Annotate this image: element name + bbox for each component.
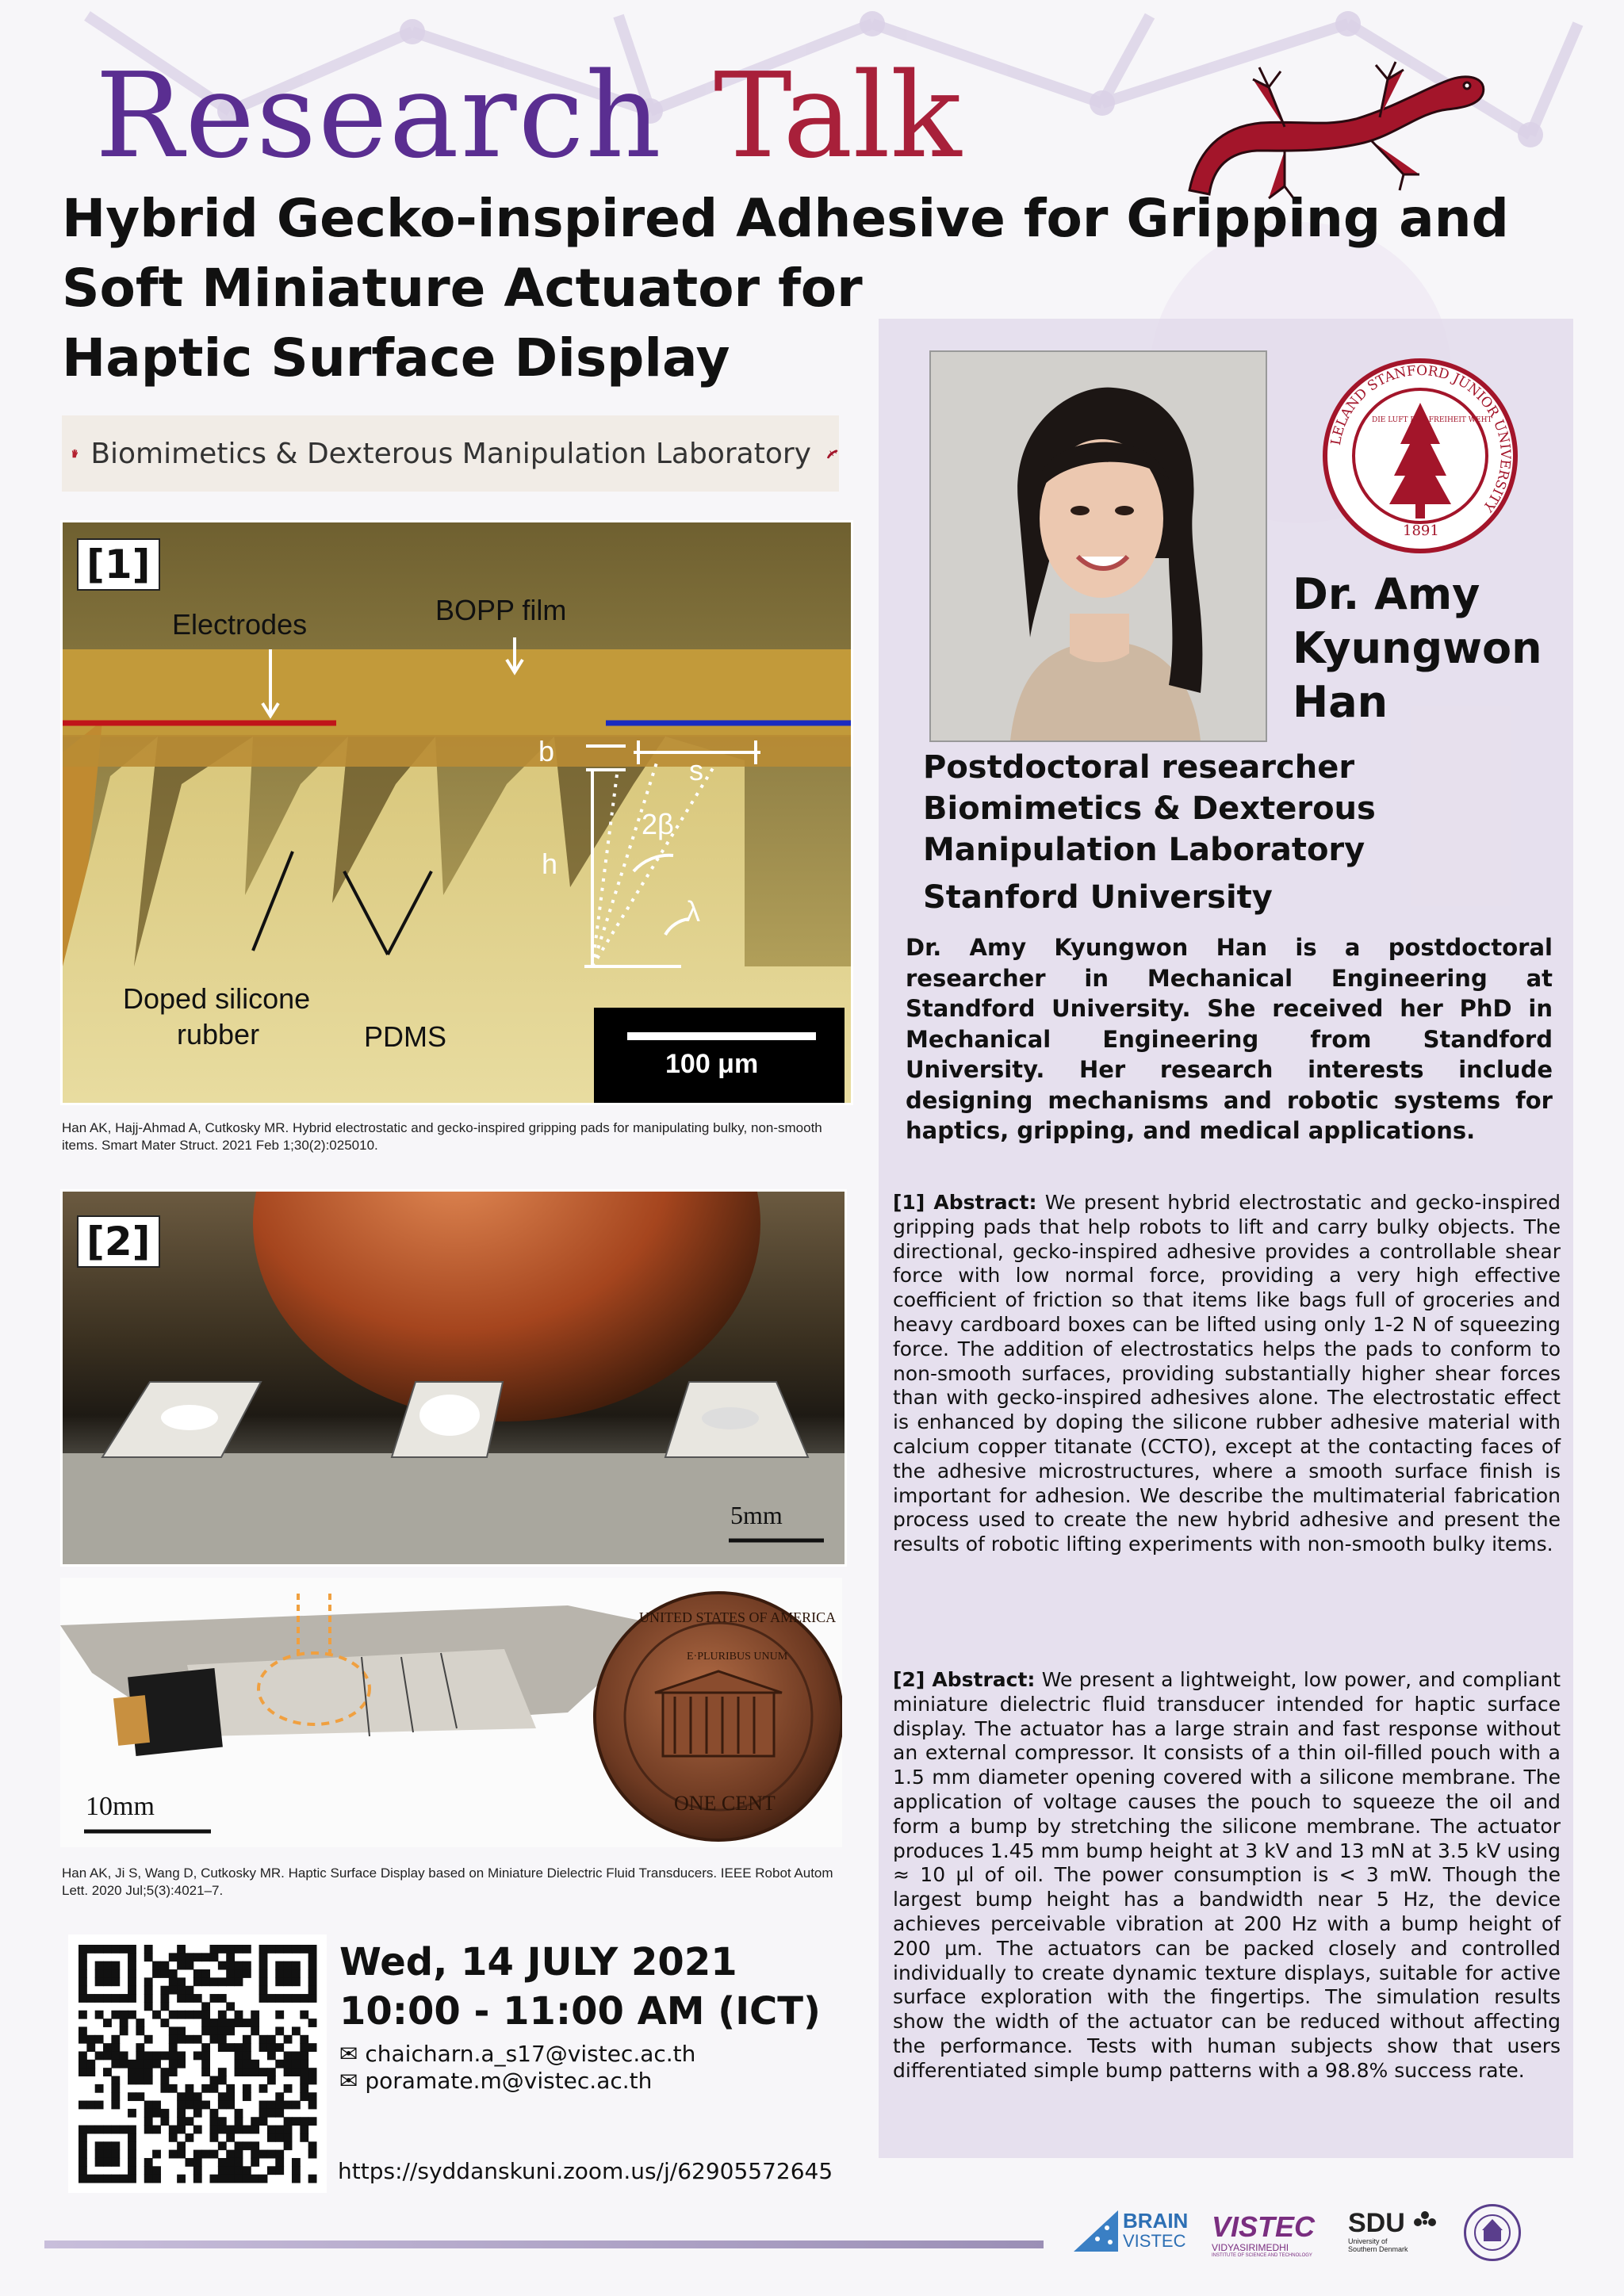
annot-b: b bbox=[538, 735, 555, 767]
research-heading: Research bbox=[95, 48, 663, 184]
brain-logo-icon bbox=[1074, 2210, 1118, 2252]
vistec-logo-text: VISTEC bbox=[1212, 2210, 1316, 2243]
abstract-1 bbox=[893, 1191, 1561, 1557]
figure-2-device-with-coin bbox=[60, 1578, 842, 1847]
abstract-2-label: [2] Abstract: bbox=[893, 1668, 1036, 1691]
email-1-text: chaicharn.a_s17@vistec.ac.th bbox=[365, 2041, 696, 2067]
seal-year: 1891 bbox=[1403, 522, 1439, 539]
sdu-logo-sub2: Southern Denmark bbox=[1348, 2245, 1408, 2253]
brain-vistec-logo bbox=[1074, 2210, 1188, 2252]
vistec-logo bbox=[1212, 2212, 1315, 2258]
sdu-logo bbox=[1348, 2209, 1438, 2253]
annot-h: h bbox=[542, 848, 558, 880]
talk-title-line-1: Hybrid Gecko-inspired Adhesive for Gripping and bbox=[62, 188, 1509, 249]
email-2[interactable] bbox=[339, 2068, 652, 2094]
lab-logo-banner bbox=[62, 415, 839, 492]
speaker-name-line-1: Dr. Amy bbox=[1293, 569, 1480, 619]
speaker-role bbox=[923, 747, 1557, 918]
annot-lambda: λ bbox=[686, 895, 700, 928]
coin-bottom-text: ONE CENT bbox=[674, 1792, 776, 1815]
abstract-1-label: [1] Abstract: bbox=[893, 1191, 1037, 1214]
figure-1-caption: Han AK, Hajj-Ahmad A, Cutkosky MR. Hybrid electrostatic and gecko-inspired gripping pads for manipulating bulky, non-smooth items. Smart Mater Struct. 2021 Feb 1;30(2):025010. bbox=[62, 1120, 822, 1153]
speaker-name bbox=[1293, 568, 1542, 729]
email-2-text: poramate.m@vistec.ac.th bbox=[365, 2068, 653, 2094]
vistec-logo-sub: VIDYASIRIMEDHI bbox=[1212, 2242, 1289, 2253]
speaker-role-line-3: Manipulation Laboratory bbox=[923, 832, 1365, 868]
event-time: 10:00 - 11:00 AM (ICT) bbox=[339, 1989, 821, 2034]
annot-rubber: rubber bbox=[177, 1018, 260, 1050]
envelope-icon: ✉ bbox=[339, 2068, 366, 2094]
seal-ring-text: LELAND STANFORD JUNIOR UNIVERSITY bbox=[1327, 362, 1514, 515]
talk-title-line-2: Soft Miniature Actuator for bbox=[62, 258, 863, 319]
zoom-link[interactable]: https://syddanskuni.zoom.us/j/62905572645 bbox=[338, 2158, 833, 2184]
email-1[interactable] bbox=[339, 2041, 695, 2067]
qr-code-pattern bbox=[68, 1934, 327, 2193]
talk-heading: Talk bbox=[714, 48, 962, 184]
coin-motto: E·PLURIBUS UNUM bbox=[687, 1651, 788, 1663]
qr-code[interactable] bbox=[68, 1934, 327, 2193]
speaker-role-line-2: Biomimetics & Dexterous bbox=[923, 790, 1376, 827]
seal-motto: DIE LUFT DER FREIHEIT WEHT bbox=[1372, 416, 1492, 424]
figure-2-drawing bbox=[63, 1192, 845, 1564]
speaker-university: Stanford University bbox=[923, 879, 1273, 916]
annot-scale-100um: 100 μm bbox=[665, 1049, 759, 1079]
stanford-seal-icon bbox=[1321, 357, 1519, 555]
university-crest-logo bbox=[1464, 2204, 1521, 2261]
figure-2-actuator-photo bbox=[60, 1189, 847, 1567]
sdu-flower-icon bbox=[1411, 2209, 1438, 2236]
speaker-bio: Dr. Amy Kyungwon Han is a postdoctoral researcher in Mechanical Engineering at Standford University. She received her PhD in Mechanical Engineering from Standford University. Her research interests include designing mechanisms and robotic systems for haptics, gripping, and medical applications. bbox=[906, 934, 1553, 1144]
abstract-2-text: We present a lightweight, low power, and compliant miniature dielectric fluid transducer intended for haptic surface display. The actuator has a large strain and fast response without an external compressor. It consists of a thin oil-filled pouch with a 1.5 mm diameter opening covered with a silicone membrane. The application of voltage causes the pouch to squeeze the oil and form a bump by stretching the silicone membrane. The actuator produces 1.45 mm bump height at 3 kV and 13 mN at 3.5 kV using ≈ 10 µl of oil. The power consumption is < 3 mW. Though the largest bump height has a bandwidth near 5 Hz, the device achieves perceivable vibration at 200 Hz with a bump height of 200 µm. The actuators can be packed closely and controlled individually to create dynamic texture displays, suitable for active surface exploration with the fingertips. The simulation results show the width of the actuator can be reduced without affecting the performance. Tests with human subjects show that users differentiated simple bump patterns with a 98.8% success rate. bbox=[893, 1668, 1561, 2082]
sdu-logo-text: SDU bbox=[1348, 2208, 1405, 2238]
vistec-logo-sub2: INSTITUTE OF SCIENCE AND TECHNOLOGY bbox=[1212, 2253, 1312, 2258]
speaker-name-line-3: Han bbox=[1293, 677, 1388, 727]
envelope-icon: ✉ bbox=[339, 2041, 366, 2067]
figure-1-micrograph bbox=[60, 520, 853, 1105]
speaker-portrait bbox=[929, 350, 1267, 742]
lab-name: Biomimetics & Dexterous Manipulation Laboratory bbox=[90, 437, 811, 470]
annot-scale-5mm: 5mm bbox=[730, 1501, 783, 1529]
speaker-name-line-2: Kyungwon bbox=[1293, 623, 1542, 673]
annot-scale-10mm: 10mm bbox=[86, 1792, 155, 1821]
speaker-portrait-drawing bbox=[931, 352, 1266, 740]
figure-2-label: [2] bbox=[77, 1215, 160, 1268]
brain-logo-text: BRAIN bbox=[1123, 2209, 1189, 2233]
annot-bopp-film: BOPP film bbox=[435, 594, 567, 626]
event-datetime bbox=[339, 1938, 821, 2036]
talk-title-line-3: Haptic Surface Display bbox=[62, 327, 730, 388]
gecko-small-icon bbox=[825, 422, 839, 485]
annot-2beta: 2β bbox=[642, 808, 674, 840]
footer-bar bbox=[44, 2241, 1044, 2248]
annot-s: s bbox=[689, 754, 703, 786]
event-date: Wed, 14 JULY 2021 bbox=[339, 1940, 737, 1984]
abstract-1-text: We present hybrid electrostatic and gecko-inspired gripping pads that help robots to lift and carry bulky objects. The directional, gecko-inspired adhesive provides a controllable shear force with low normal force, providing a very high effective coefficient of friction so that items like bags full of groceries and heavy cardboard boxes can be lifted using only 1-2 N of squeezing force. The addition of electrostatics helps the pads to conform to non-smooth surfaces, providing substantially higher shear forces than with gecko-inspired adhesives alone. The electrostatic effect is enhanced by doping the silicone rubber adhesive material with calcium copper titanate (CCTO), except at the contacting faces of the adhesive microstructures, where a smooth surface finish is important for adhesion. We describe the multimaterial fabrication process used to create the new hybrid adhesive and present the results of robotic lifting experiments with non-smooth bulky items. bbox=[893, 1191, 1561, 1556]
hand-icon bbox=[71, 428, 78, 479]
figure-2-caption: Han AK, Ji S, Wang D, Cutkosky MR. Haptic Surface Display based on Miniature Dielectric Fluid Transducers. IEEE Robot Autom Lett. 2020 Jul;5(3):4021–7. bbox=[62, 1866, 833, 1898]
speaker-role-line-1: Postdoctoral researcher bbox=[923, 749, 1355, 786]
sdu-logo-sub1: University of bbox=[1348, 2237, 1388, 2245]
brain-logo-sub: VISTEC bbox=[1123, 2231, 1186, 2251]
annot-doped-silicone: Doped silicone bbox=[123, 982, 311, 1015]
coin-top-text: UNITED STATES OF AMERICA bbox=[639, 1609, 837, 1625]
crest-icon bbox=[1466, 2206, 1519, 2259]
annot-electrodes: Electrodes bbox=[172, 608, 308, 641]
annot-pdms: PDMS bbox=[364, 1020, 447, 1053]
figure-1-label: [1] bbox=[77, 538, 160, 591]
abstract-2 bbox=[893, 1668, 1561, 2084]
